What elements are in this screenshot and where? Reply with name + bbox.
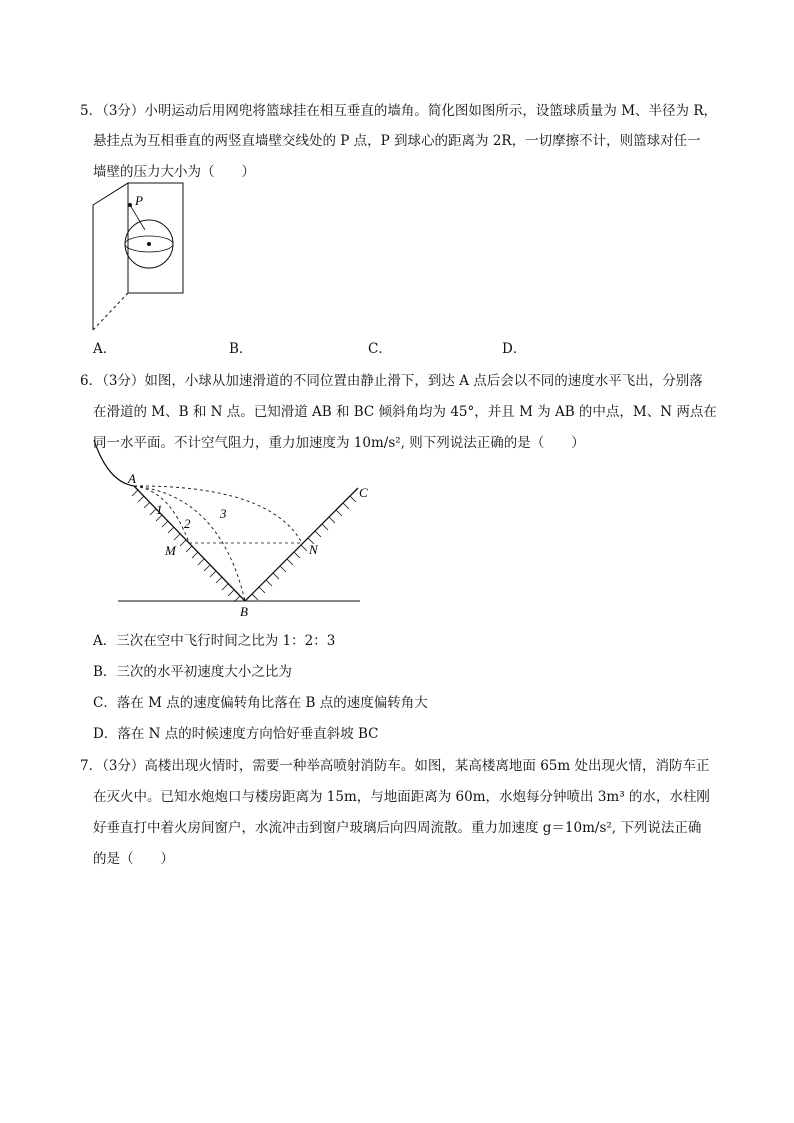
q5-figure <box>90 185 190 335</box>
q6-option-c: C．落在 M 点的速度偏转角比落在 B 点的速度偏转角大 <box>93 695 428 711</box>
q6-line-1: 6．（3分）如图，小球从加速滑道的不同位置由静止滑下，到达 A 点后会以不同的速度水平飞出，分别落 <box>80 373 703 389</box>
q6-option-d: D．落在 N 点的时候速度方向恰好垂直斜坡 BC <box>93 726 379 742</box>
q6-label-1: 1 <box>156 502 163 517</box>
q6-label-b: B <box>240 604 248 619</box>
q6-label-n: N <box>309 542 318 557</box>
q6-option-b: B．三次的水平初速度大小之比为 <box>93 664 292 680</box>
q6-line-2: 在滑道的 M、B 和 N 点。已知滑道 AB 和 BC 倾斜角均为 45°，并且 M 为 AB 的中点，M、N 两点在 <box>93 404 717 420</box>
q7-line-4: 的是（ ） <box>93 851 174 867</box>
q5-option-d: D． <box>502 341 527 357</box>
q6-label-2: 2 <box>184 516 191 531</box>
q7-line-3: 好垂直打中着火房间窗户，水流冲击到窗户玻璃后向四周流散。重力加速度 g＝10m/s², 下列说法正确 <box>93 820 702 836</box>
q6-line-3: 同一水平面。不计空气阻力，重力加速度为 10m/s², 则下列说法正确的是（ ） <box>93 435 585 451</box>
q6-label-3: 3 <box>220 506 227 521</box>
q5-option-c: C． <box>368 341 392 357</box>
q6-label-m: M <box>165 543 176 558</box>
q7-line-2: 在灭火中。已知水炮炮口与楼房距离为 15m，与地面距离为 60m，水炮每分钟喷出 3m³ 的水，水柱刚 <box>93 789 710 805</box>
q6-figure <box>90 440 380 620</box>
q5-option-a: A． <box>93 341 117 357</box>
q6-label-c: C <box>359 485 368 500</box>
q5-line-3: 墙壁的压力大小为（ ） <box>93 164 255 180</box>
q5-label-p: P <box>135 193 143 208</box>
q6-option-a: A．三次在空中飞行时间之比为 1：2：3 <box>93 633 336 649</box>
q5-option-b: B． <box>229 341 253 357</box>
q6-label-a: A <box>128 471 136 486</box>
q5-line-1: 5．（3分）小明运动后用网兜将篮球挂在相互垂直的墙角。简化图如图所示，设篮球质量为 M、半径为 R， <box>80 103 717 119</box>
q7-line-1: 7．（3分）高楼出现火情时，需要一种举高喷射消防车。如图，某高楼离地面 65m 处出现火情，消防车正 <box>80 758 710 774</box>
q5-line-2: 悬挂点为互相垂直的两竖直墙壁交线处的 P 点，P 到球心的距离为 2R，一切摩擦不计，则篮球对任一 <box>93 133 701 149</box>
